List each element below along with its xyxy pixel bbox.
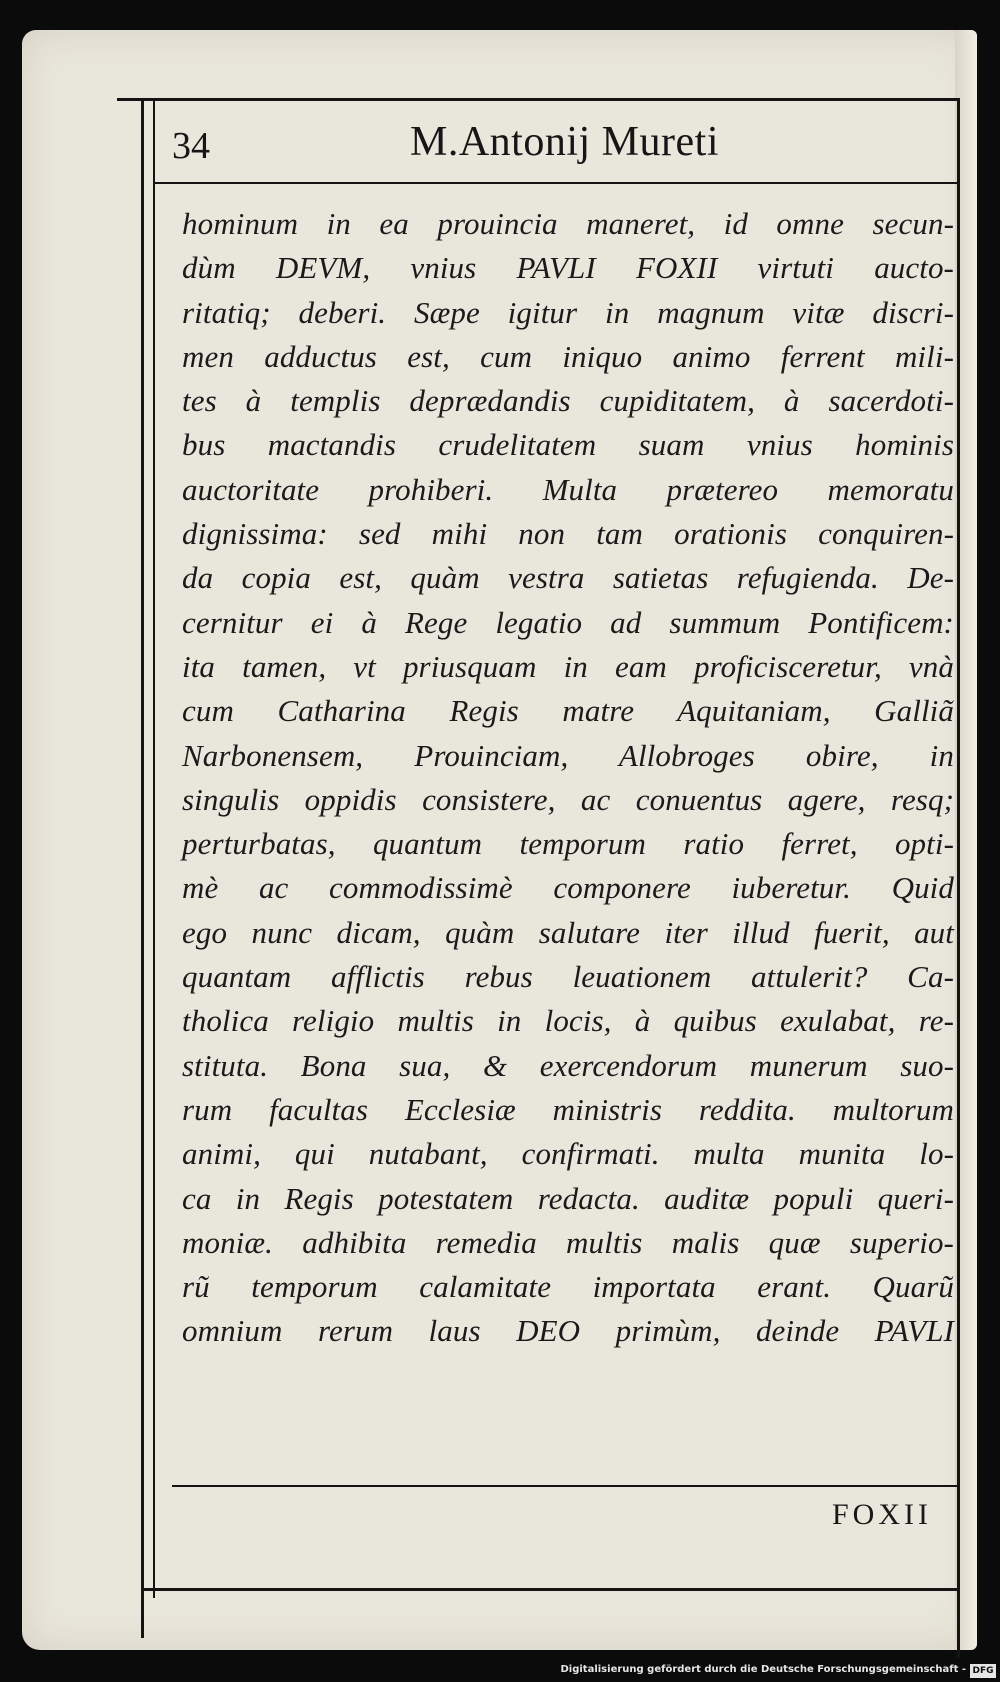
frame-rule-top — [117, 98, 957, 101]
page-number: 34 — [172, 125, 210, 167]
digitization-note: Digitalisierung gefördert durch die Deutsche Forschungsgemeinschaft - — [560, 1664, 966, 1675]
digitization-footer — [0, 1662, 1000, 1682]
text-line: mè ac commodissimè componere iuberetur. Quid — [182, 870, 954, 906]
text-line: ita tamen, vt priusquam in eam proficisceretur, vnà — [182, 648, 954, 684]
footer-rule — [172, 1485, 957, 1487]
text-line: men adductus est, cum iniquo animo ferrent mili- — [182, 338, 954, 374]
text-line: da copia est, quàm vestra satietas refugienda. De- — [182, 560, 954, 596]
text-line: dignissima: sed mihi non tam orationis conquiren- — [182, 516, 954, 552]
frame-rule-right — [957, 98, 960, 1658]
header-rule — [153, 182, 957, 184]
text-line: cernitur ei à Rege legatio ad summum Pontificem: — [182, 604, 954, 640]
text-line: Narbonensem, Prouinciam, Allobroges obire, in — [182, 737, 954, 773]
body-text — [182, 202, 954, 1354]
book-page — [22, 30, 977, 1650]
text-line: perturbatas, quantum temporum ratio ferret, opti- — [182, 826, 954, 862]
frame-rule-left-outer — [141, 98, 144, 1638]
dfg-logo: DFG — [970, 1664, 996, 1678]
text-line: hominum in ea prouincia maneret, id omne secun- — [182, 206, 954, 241]
text-line: omnium rerum laus DEO primùm, deinde PAVLI — [182, 1313, 954, 1349]
frame-rule-bottom — [142, 1588, 957, 1591]
catchword: FOXII — [832, 1498, 932, 1531]
page-header — [172, 114, 957, 174]
text-line: tes à templis deprædandis cupiditatem, à sacerdoti- — [182, 383, 954, 419]
text-line: cum Catharina Regis matre Aquitaniam, Galliã — [182, 693, 954, 729]
text-line: rum facultas Ecclesiæ ministris reddita. multorum — [182, 1091, 954, 1127]
text-line: ego nunc dicam, quàm salutare iter illud fuerit, aut — [182, 914, 954, 950]
text-line: bus mactandis crudelitatem suam vnius hominis — [182, 427, 954, 463]
text-line: stituta. Bona sua, & exercendorum munerum suo- — [182, 1047, 954, 1083]
text-line: tholica religio multis in locis, à quibus exulabat, re- — [182, 1003, 954, 1039]
text-line: quantam afflictis rebus leuationem attulerit? Ca- — [182, 959, 954, 995]
text-line: ritatiq; deberi. Sæpe igitur in magnum vitæ discri- — [182, 294, 954, 330]
text-line: auctoritate prohiberi. Multa prætereo memoratu — [182, 471, 954, 507]
text-line: rũ temporum calamitate importata erant. Quarũ — [182, 1269, 954, 1305]
text-line: singulis oppidis consistere, ac conuentus agere, resq; — [182, 781, 954, 817]
running-title: M.Antonij Mureti — [410, 119, 719, 165]
text-line: moniæ. adhibita remedia multis malis quæ superio- — [182, 1224, 954, 1260]
text-line: ca in Regis potestatem redacta. auditæ populi queri- — [182, 1180, 954, 1216]
frame-rule-left-inner — [153, 98, 155, 1598]
text-line: dùm DEVM, vnius PAVLI FOXII virtuti aucto- — [182, 250, 954, 286]
text-line: animi, qui nutabant, confirmati. multa munita lo- — [182, 1136, 954, 1172]
